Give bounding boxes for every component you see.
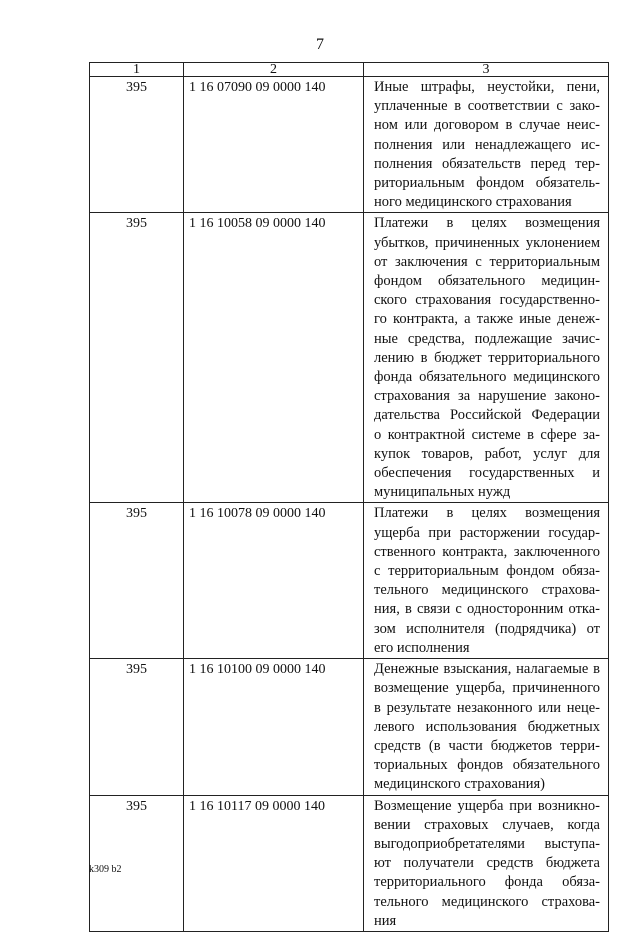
table-header-row [90,63,609,77]
description-line: ториальных фондов обязательного [374,757,600,774]
description-line: левого использования бюджетных [374,718,600,735]
description-line: го контракта, а также иные денеж- [374,311,600,328]
table-row [90,795,609,931]
description-line: вении страховых случаев, когда [374,816,600,833]
revenue-description-cell [364,795,609,931]
budget-classification-code-cell: 1 16 07090 09 0000 140 [184,77,364,213]
admin-code-cell: 395 [90,795,184,931]
description-line: фондом обязательного медицин- [374,273,600,290]
description-line: муниципальных нужд [374,484,511,501]
table-row [90,213,609,503]
column-header-3: 3 [364,63,609,77]
revenue-description-cell [364,503,609,659]
table-row [90,503,609,659]
description-line: выгодоприобретателями выступа- [374,835,600,852]
description-line: страхования за нарушение законо- [374,388,600,405]
revenue-description-cell [364,213,609,503]
description-line: ственного контракта, заключенного [374,543,600,560]
description-line: ущерба при расторжении государ- [374,524,600,541]
description-line: о контрактной системе в сфере за- [374,426,600,443]
description-line: в результате незаконного или неце- [374,699,600,716]
description-line: ном или договором в случае неис- [374,117,600,134]
admin-code-cell: 395 [90,77,184,213]
description-line: Иные штрафы, неустойки, пени, [374,79,600,95]
description-line: с территориальным фондом обяза- [374,563,600,580]
description-line: территориального фонда обяза- [374,874,600,891]
budget-classification-code-cell: 1 16 10100 09 0000 140 [184,659,364,795]
footer-code: k309 b2 [89,864,122,875]
budget-classification-code-cell: 1 16 10058 09 0000 140 [184,213,364,503]
description-line: средств (в части бюджетов терри- [374,737,600,754]
description-line: дательства Российской Федерации [374,407,600,424]
page-number: 7 [316,36,324,53]
description-line: зом исполнителя (подрядчика) от [374,620,600,637]
description-line: его исполнения [374,639,470,656]
description-line: ного медицинского страхования [374,194,572,211]
revenue-description-cell [364,77,609,213]
description-line: от заключения с территориальным [374,253,600,270]
admin-code-cell: 395 [90,503,184,659]
budget-classification-code-cell: 1 16 10117 09 0000 140 [184,795,364,931]
description-line: обеспечения государственных и [374,465,600,482]
description-line: ные средства, подлежащие зачис- [374,330,600,347]
description-line: ния [374,912,397,929]
description-line: Платежи в целях возмещения [374,505,600,522]
description-line: полнения обязательств перед тер- [374,155,600,172]
table-row [90,659,609,795]
description-line: уплаченные в соответствии с зако- [374,98,600,115]
budget-codes-table [89,62,609,932]
description-line: убытков, причиненных уклонением [374,234,600,251]
description-line: тельного медицинского страхова- [374,893,600,910]
table-row [90,77,609,213]
description-line: тельного медицинского страхова- [374,582,600,599]
column-header-2: 2 [184,63,364,77]
description-line: медицинского страхования) [374,776,545,793]
description-line: Денежные взыскания, налагаемые в [374,661,600,678]
table-body [90,77,609,932]
description-line: ют получатели средств бюджета [374,855,600,872]
admin-code-cell: 395 [90,213,184,503]
description-line: лению в бюджет территориального [374,349,600,366]
description-line: возмещение ущерба, причиненного [374,680,600,697]
description-line: полнения или ненадлежащего ис- [374,136,600,153]
description-line: риториальным фондом обязатель- [374,175,600,192]
admin-code-cell: 395 [90,659,184,795]
description-line: ского страхования государственно- [374,292,600,309]
description-line: ния, в связи с односторонним отка- [374,601,600,618]
description-line: фонда обязательного медицинского [374,369,600,386]
column-header-1: 1 [90,63,184,77]
revenue-description-cell [364,659,609,795]
description-line: купок товаров, работ, услуг для [374,445,600,462]
description-line: Возмещение ущерба при возникно- [374,797,600,814]
budget-classification-code-cell: 1 16 10078 09 0000 140 [184,503,364,659]
description-line: Платежи в целях возмещения [374,215,600,232]
